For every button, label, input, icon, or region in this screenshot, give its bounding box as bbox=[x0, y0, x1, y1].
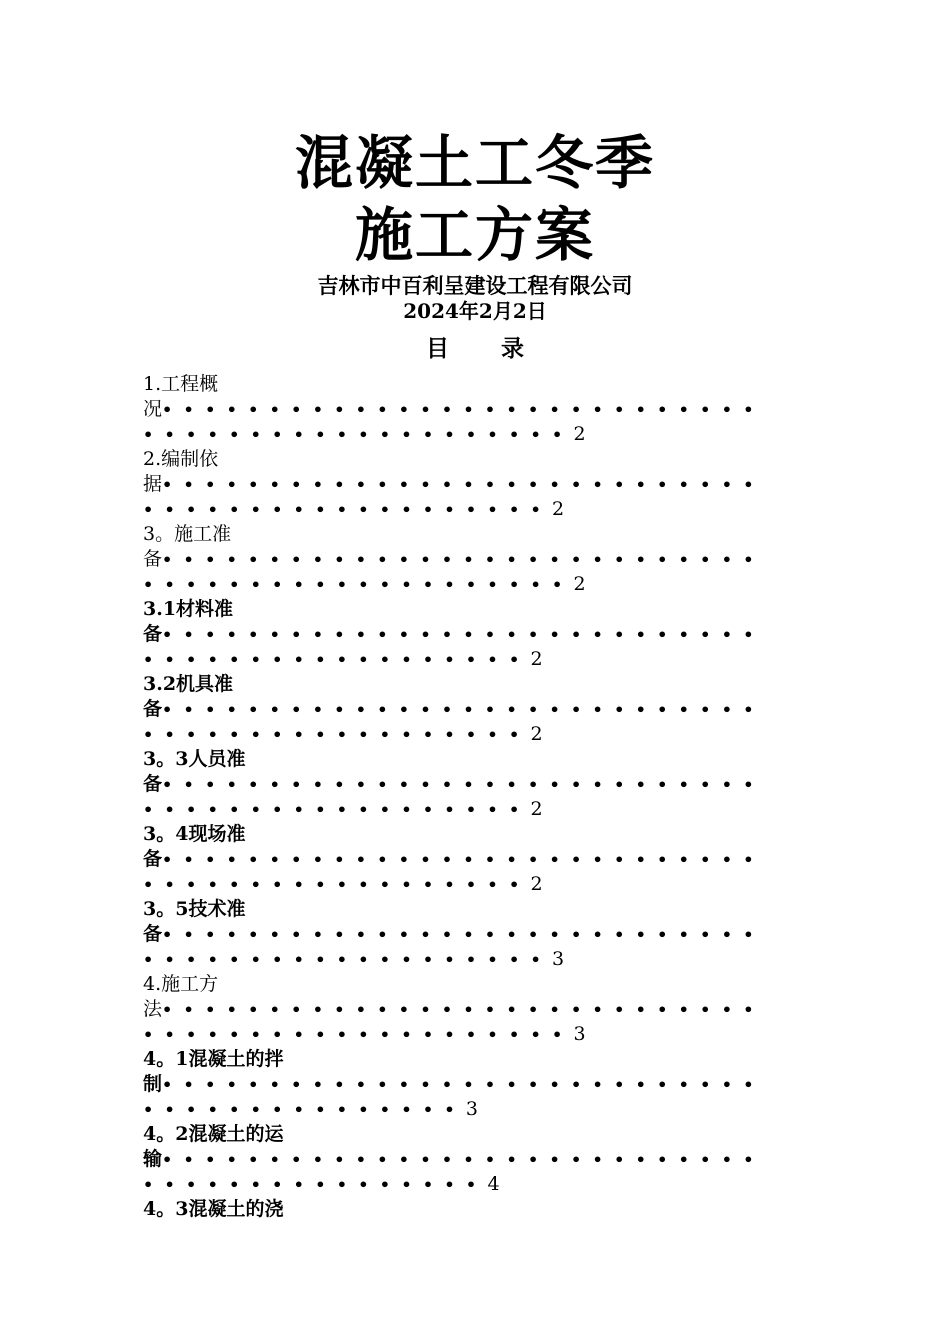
toc-entry-title: 4。1混凝土的拌 bbox=[143, 1048, 284, 1070]
toc-leader-dots: ••••••••••••••••••• bbox=[143, 500, 553, 519]
toc-entry-title-cont: 据 bbox=[143, 473, 163, 495]
toc-leader-dots: •••••••••••••••••••••••••••• bbox=[162, 775, 765, 794]
toc-entry-title-cont: 备 bbox=[143, 698, 163, 720]
toc-entry-title: 3.2机具准 bbox=[143, 673, 234, 695]
toc-leader-dots: ••••••••••••••••••• bbox=[143, 950, 553, 969]
company-name: 吉林市中百利呈建设工程有限公司 bbox=[317, 273, 633, 298]
toc-entry-title: 4.施工方 bbox=[143, 973, 219, 995]
toc-leader-dots: •••••••••••••••••••••••••••• bbox=[162, 475, 765, 494]
toc-leader-dots: •••••••••••••••••• bbox=[143, 650, 531, 669]
toc-entry-title-cont: 输 bbox=[143, 1148, 163, 1170]
toc-page-number: 3 bbox=[465, 1098, 478, 1120]
toc-entry-title-cont: 备 bbox=[143, 548, 163, 570]
toc-leader-dots: •••••••••••••••••• bbox=[143, 725, 531, 744]
toc-entry-title-cont: 制 bbox=[143, 1073, 163, 1095]
toc-entry-title-cont: 况 bbox=[143, 398, 163, 420]
toc-heading bbox=[0, 334, 950, 364]
toc-entry-title: 4。3混凝土的浇 bbox=[143, 1198, 284, 1220]
document-title-line-1: 混凝土工冬季 bbox=[294, 129, 655, 197]
toc-entry[interactable] bbox=[143, 372, 803, 447]
toc-entry-title: 3。4现场准 bbox=[143, 823, 246, 845]
toc-entry-title-cont: 备 bbox=[143, 923, 163, 945]
toc-page-number: 2 bbox=[530, 873, 543, 895]
toc-entry-title: 3.1材料准 bbox=[143, 598, 234, 620]
toc-entry-title-cont: 备 bbox=[143, 848, 163, 870]
toc-entry[interactable] bbox=[143, 747, 803, 822]
toc-entry[interactable] bbox=[143, 597, 803, 672]
toc-entry[interactable] bbox=[143, 447, 803, 522]
toc-entry[interactable] bbox=[143, 972, 803, 1047]
toc-leader-dots: •••••••••••••••••• bbox=[143, 800, 531, 819]
table-of-contents bbox=[143, 372, 803, 1272]
toc-leader-dots: •••••••••••••••••••••••••••• bbox=[162, 1000, 765, 1019]
toc-entry-title-cont: 备 bbox=[143, 623, 163, 645]
toc-heading-char-2: 录 bbox=[501, 336, 524, 362]
document-title-line-2: 施工方案 bbox=[354, 201, 595, 269]
toc-page-number: 2 bbox=[530, 798, 543, 820]
toc-leader-dots: •••••••••••••••••••• bbox=[143, 575, 574, 594]
toc-leader-dots: •••••••••••••••••• bbox=[143, 875, 531, 894]
toc-entry[interactable] bbox=[143, 822, 803, 897]
toc-entry-title: 3。5技术准 bbox=[143, 898, 246, 920]
toc-page-number: 2 bbox=[530, 723, 543, 745]
toc-entry[interactable] bbox=[143, 1197, 803, 1272]
toc-entry-title: 3。施工准 bbox=[143, 523, 232, 545]
toc-leader-dots: •••••••••••••••••••••••••••• bbox=[162, 550, 765, 569]
toc-page-number: 3 bbox=[552, 948, 565, 970]
toc-leader-dots: •••••••••••••••••••••••••••• bbox=[162, 625, 765, 644]
toc-entry-title-cont: 备 bbox=[143, 773, 163, 795]
toc-leader-dots: •••••••••••••••••••••••••••• bbox=[162, 400, 765, 419]
toc-entry[interactable] bbox=[143, 672, 803, 747]
toc-entry[interactable] bbox=[143, 522, 803, 597]
toc-leader-dots: •••••••••••••••• bbox=[143, 1175, 488, 1194]
toc-leader-dots: •••••••••••••••••••••••••••• bbox=[162, 700, 765, 719]
toc-heading-char-1: 目 bbox=[426, 336, 449, 362]
toc-entry-title: 2.编制依 bbox=[143, 448, 219, 470]
toc-page-number: 3 bbox=[573, 1023, 586, 1045]
toc-page-number: 2 bbox=[552, 498, 565, 520]
document-date: 2024年2月2日 bbox=[403, 299, 547, 323]
toc-leader-dots: ••••••••••••••• bbox=[143, 1100, 466, 1119]
toc-entry[interactable] bbox=[143, 1122, 803, 1197]
toc-entry-title: 3。3人员准 bbox=[143, 748, 246, 770]
toc-leader-dots: •••••••••••••••••••••••••••• bbox=[162, 1075, 765, 1094]
toc-leader-dots: •••••••••••••••••••• bbox=[143, 1025, 574, 1044]
toc-entry-title: 1.工程概 bbox=[143, 373, 219, 395]
toc-leader-dots: •••••••••••••••••••••••••••• bbox=[162, 925, 765, 944]
toc-leader-dots: •••••••••••••••••••• bbox=[143, 425, 574, 444]
toc-page-number: 2 bbox=[530, 648, 543, 670]
toc-page-number: 2 bbox=[573, 573, 586, 595]
toc-page-number: 2 bbox=[573, 423, 586, 445]
toc-entry-title: 4。2混凝土的运 bbox=[143, 1123, 284, 1145]
toc-entry[interactable] bbox=[143, 897, 803, 972]
toc-page-number: 4 bbox=[487, 1173, 500, 1195]
toc-entry[interactable] bbox=[143, 1047, 803, 1122]
toc-entry-title-cont: 法 bbox=[143, 998, 163, 1020]
toc-leader-dots: •••••••••••••••••••••••••••• bbox=[162, 1150, 765, 1169]
toc-leader-dots: •••••••••••••••••••••••••••• bbox=[162, 850, 765, 869]
